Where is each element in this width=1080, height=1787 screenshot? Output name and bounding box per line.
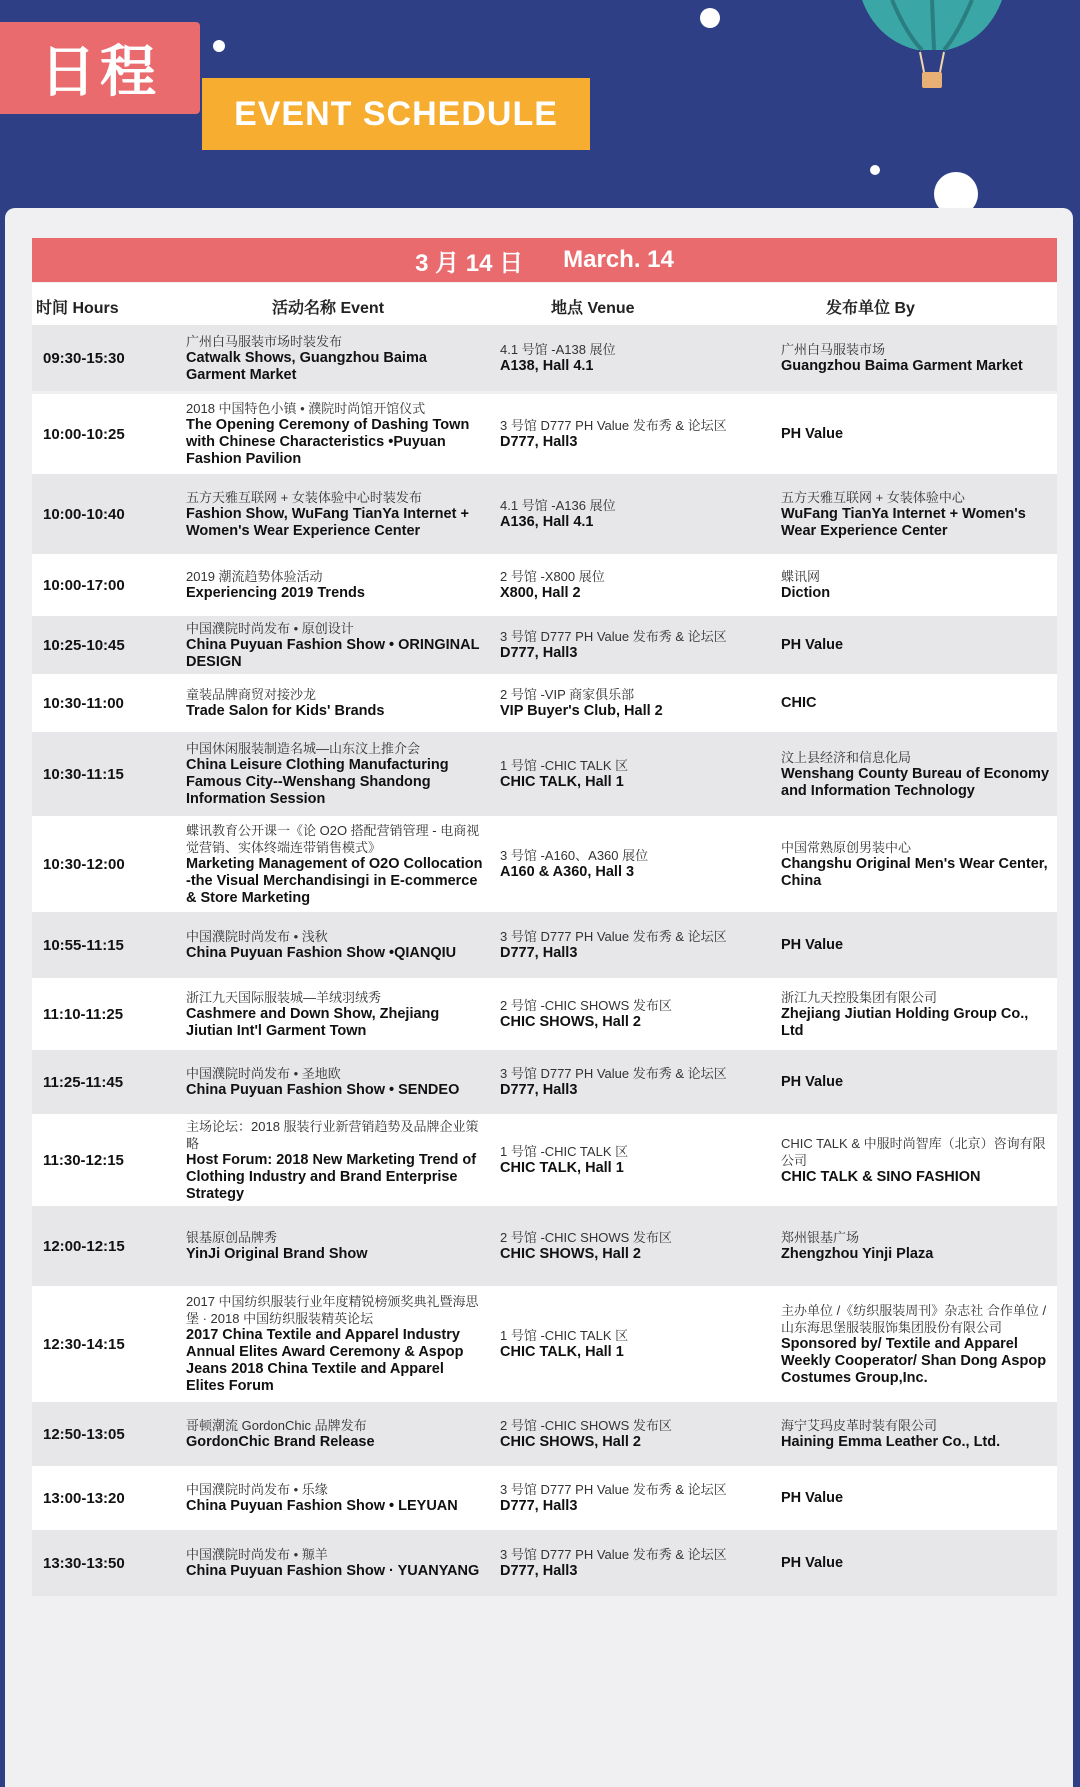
- organizer-en: PH Value: [781, 636, 844, 653]
- event-cell: [186, 1206, 486, 1286]
- event-name-cn: 中国濮院时尚发布 • 乐缘: [186, 1482, 328, 1497]
- time-cell: [43, 674, 193, 732]
- decor-dot: [870, 165, 880, 175]
- time-cell: [43, 1530, 193, 1596]
- venue-en: D777, Hall3: [500, 1563, 578, 1579]
- organizer-cell: [781, 1466, 1051, 1530]
- organizer-en: WuFang TianYa Internet + Women's Wear Experience Center: [781, 505, 1026, 539]
- event-name-cn: 主场论坛：2018 服装行业新营销趋势及品牌企业策略: [186, 1118, 479, 1151]
- table-row: [32, 816, 1057, 912]
- organizer-cn: 主办单位 /《纺织服装周刊》杂志社 合作单位 / 山东海思堡服装服饰集团股份有限公司: [781, 1302, 1047, 1335]
- column-header-by: 发布单位 By: [826, 300, 915, 317]
- venue-cn: 3 号馆 D777 PH Value 发布秀 & 论坛区: [500, 929, 727, 944]
- organizer-cell: [781, 554, 1051, 616]
- event-cell: [186, 1402, 486, 1466]
- table-row: [32, 554, 1057, 616]
- venue-cell: [500, 978, 790, 1050]
- event-cell: [186, 325, 486, 391]
- event-name-en: China Puyuan Fashion Show • SENDEO: [186, 1082, 460, 1098]
- organizer-en: PH Value: [781, 936, 844, 953]
- event-name-cn: 银基原创品牌秀: [186, 1230, 278, 1245]
- event-name-cn: 2017 中国纺织服装行业年度精锐榜颁奖典礼暨海思堡 · 2018 中国纺织服装精英论坛: [186, 1294, 479, 1326]
- table-row: [32, 1050, 1057, 1114]
- table-row: [32, 1402, 1057, 1466]
- venue-en: D777, Hall3: [500, 1082, 578, 1098]
- time-text: 11:25-11:45: [43, 1073, 124, 1091]
- venue-cn: 3 号馆 D777 PH Value 发布秀 & 论坛区: [500, 1482, 727, 1497]
- organizer-cn: 汶上县经济和信息化局: [781, 749, 912, 765]
- venue-cell: [500, 1114, 790, 1206]
- venue-en: CHIC SHOWS, Hall 2: [500, 1434, 641, 1450]
- event-name-cn: 浙江九天国际服装城—羊绒羽绒秀: [186, 989, 382, 1005]
- date-english: March. 14: [563, 246, 674, 273]
- organizer-en: Zhengzhou Yinji Plaza: [781, 1246, 934, 1262]
- time-text: 13:00-13:20: [43, 1489, 125, 1507]
- organizer-cn: 蝶讯网: [781, 569, 821, 584]
- event-cell: [186, 1466, 486, 1530]
- event-name-cn: 五方天雅互联网 + 女装体验中心时装发布: [186, 489, 422, 505]
- organizer-cell: [781, 1530, 1051, 1596]
- event-name-en: Marketing Management of O2O Collocation -the Visual Merchandisingi in E-commerce & Store Marketing: [186, 855, 483, 906]
- venue-en: VIP Buyer's Club, Hall 2: [500, 703, 663, 719]
- organizer-en: Diction: [781, 585, 831, 601]
- event-cell: [186, 912, 486, 978]
- event-name-en: China Leisure Clothing Manufacturing Famous City--Wenshang Shandong Information Session: [186, 757, 449, 807]
- event-name-en: The Opening Ceremony of Dashing Town with Chinese Characteristics •Puyuan Fashion Pavilion: [186, 417, 470, 467]
- event-cell: [186, 1286, 486, 1402]
- event-name-cn: 中国濮院时尚发布 • 羱羊: [186, 1547, 328, 1562]
- time-cell: [43, 394, 193, 474]
- table-row: [32, 912, 1057, 978]
- event-cell: [186, 394, 486, 474]
- organizer-cell: [781, 394, 1051, 474]
- time-cell: [43, 978, 193, 1050]
- column-header-venue: 地点 Venue: [551, 300, 635, 317]
- organizer-cell: [781, 325, 1051, 391]
- event-name-en: Fashion Show, WuFang TianYa Internet + Women's Wear Experience Center: [186, 505, 469, 539]
- venue-cell: [500, 1530, 790, 1596]
- organizer-cell: [781, 1114, 1051, 1206]
- venue-en: CHIC SHOWS, Hall 2: [500, 1014, 641, 1030]
- event-name-en: 2017 China Textile and Apparel Industry Annual Elites Award Ceremony & Aspop Jeans 2018 China Textile and Apparel Elites Forum: [186, 1327, 464, 1394]
- organizer-cell: [781, 1286, 1051, 1402]
- organizer-cn: 中国常熟原创男装中心: [781, 839, 912, 855]
- event-cell: [186, 1530, 486, 1596]
- time-text: 12:00-12:15: [43, 1237, 125, 1255]
- date-bar: [32, 238, 1057, 282]
- organizer-en: Guangzhou Baima Garment Market: [781, 358, 1023, 374]
- event-name-cn: 中国濮院时尚发布 • 原创设计: [186, 620, 354, 636]
- time-cell: [43, 1050, 193, 1114]
- organizer-cn: 海宁艾玛皮革时装有限公司: [781, 1418, 938, 1433]
- venue-en: A138, Hall 4.1: [500, 358, 594, 374]
- time-cell: [43, 1286, 193, 1402]
- venue-cn: 3 号馆 D777 PH Value 发布秀 & 论坛区: [500, 629, 727, 644]
- event-name-en: China Puyuan Fashion Show · YUANYANG: [186, 1563, 480, 1579]
- venue-en: D777, Hall3: [500, 434, 578, 450]
- venue-cell: [500, 1402, 790, 1466]
- event-cell: [186, 674, 486, 732]
- venue-cn: 4.1 号馆 -A138 展位: [500, 342, 616, 357]
- time-text: 09:30-15:30: [43, 349, 125, 367]
- date-chinese: 3 月 14 日: [415, 249, 524, 277]
- time-cell: [43, 474, 193, 554]
- venue-cell: [500, 616, 790, 674]
- time-cell: [43, 1114, 193, 1206]
- venue-cn: 3 号馆 D777 PH Value 发布秀 & 论坛区: [500, 1547, 727, 1562]
- venue-en: CHIC SHOWS, Hall 2: [500, 1246, 641, 1262]
- venue-cell: [500, 1206, 790, 1286]
- venue-cn: 1 号馆 -CHIC TALK 区: [500, 1328, 629, 1343]
- venue-cell: [500, 1466, 790, 1530]
- event-cell: [186, 1050, 486, 1114]
- venue-en: D777, Hall3: [500, 645, 578, 661]
- decor-dot: [700, 8, 720, 28]
- table-row: [32, 325, 1057, 391]
- time-text: 11:10-11:25: [43, 1005, 124, 1023]
- venue-cell: [500, 325, 790, 391]
- column-header-event: 活动名称 Event: [272, 300, 385, 317]
- event-name-cn: 2019 潮流趋势体验活动: [186, 569, 323, 584]
- venue-cn: 1 号馆 -CHIC TALK 区: [500, 758, 629, 773]
- venue-en: D777, Hall3: [500, 945, 578, 961]
- organizer-en: CHIC: [781, 694, 817, 711]
- organizer-cell: [781, 978, 1051, 1050]
- event-name-cn: 童装品牌商贸对接沙龙: [186, 687, 317, 702]
- venue-cell: [500, 1050, 790, 1114]
- organizer-cn: 浙江九天控股集团有限公司: [781, 989, 938, 1005]
- organizer-en: Zhejiang Jiutian Holding Group Co., Ltd: [781, 1005, 1029, 1039]
- hot-air-balloon-icon: [862, 0, 1012, 110]
- organizer-en: PH Value: [781, 425, 844, 442]
- time-cell: [43, 616, 193, 674]
- table-row: [32, 474, 1057, 554]
- organizer-cn: 郑州银基广场: [781, 1230, 860, 1245]
- table-row: [32, 394, 1057, 474]
- organizer-en: CHIC TALK & SINO FASHION: [781, 1168, 981, 1185]
- time-cell: [43, 1466, 193, 1530]
- event-cell: [186, 732, 486, 816]
- title-chinese: 日程: [0, 22, 200, 114]
- event-name-en: Cashmere and Down Show, Zhejiang Jiutian Int'l Garment Town: [186, 1005, 440, 1039]
- venue-cn: 2 号馆 -CHIC SHOWS 发布区: [500, 1230, 672, 1245]
- venue-cn: 3 号馆 -A160、A360 展位: [500, 848, 649, 863]
- venue-en: CHIC TALK, Hall 1: [500, 1344, 624, 1360]
- event-name-en: China Puyuan Fashion Show • ORINGINAL DESIGN: [186, 636, 480, 670]
- organizer-en: Wenshang County Bureau of Economy and Information Technology: [781, 765, 1050, 799]
- table-row: [32, 674, 1057, 732]
- venue-cn: 4.1 号馆 -A136 展位: [500, 498, 616, 513]
- venue-en: A160 & A360, Hall 3: [500, 864, 635, 880]
- event-cell: [186, 474, 486, 554]
- organizer-cell: [781, 1402, 1051, 1466]
- event-name-cn: 中国濮院时尚发布 • 圣地欧: [186, 1066, 341, 1081]
- event-name-en: GordonChic Brand Release: [186, 1434, 375, 1450]
- event-name-cn: 哥顿潮流 GordonChic 品牌发布: [186, 1418, 367, 1433]
- organizer-en: PH Value: [781, 1489, 844, 1506]
- organizer-cell: [781, 816, 1051, 912]
- table-row: [32, 1206, 1057, 1286]
- event-name-en: YinJi Original Brand Show: [186, 1246, 368, 1262]
- time-text: 10:30-11:15: [43, 765, 124, 783]
- time-cell: [43, 1206, 193, 1286]
- time-text: 10:00-17:00: [43, 576, 125, 594]
- event-name-cn: 2018 中国特色小镇 • 濮院时尚馆开馆仪式: [186, 401, 426, 416]
- table-row: [32, 1530, 1057, 1596]
- title-english: EVENT SCHEDULE: [202, 78, 590, 150]
- event-name-en: Experiencing 2019 Trends: [186, 585, 365, 601]
- decor-dot: [213, 40, 225, 52]
- organizer-cell: [781, 674, 1051, 732]
- venue-cn: 2 号馆 -VIP 商家俱乐部: [500, 687, 635, 702]
- table-row: [32, 978, 1057, 1050]
- event-name-cn: 广州白马服装市场时装发布: [186, 333, 343, 349]
- venue-cell: [500, 816, 790, 912]
- event-name-en: Host Forum: 2018 New Marketing Trend of Clothing Industry and Brand Enterprise Strategy: [186, 1151, 477, 1202]
- time-text: 10:30-11:00: [43, 694, 124, 712]
- event-name-cn: 蝶讯教育公开课一《论 O2O 搭配营销管理 - 电商视觉营销、实体终端连带销售模式》: [186, 822, 480, 855]
- time-cell: [43, 816, 193, 912]
- venue-en: CHIC TALK, Hall 1: [500, 774, 624, 790]
- time-text: 13:30-13:50: [43, 1554, 125, 1572]
- event-name-en: Trade Salon for Kids' Brands: [186, 703, 385, 719]
- event-name-en: China Puyuan Fashion Show •QIANQIU: [186, 945, 457, 961]
- organizer-en: PH Value: [781, 1073, 844, 1090]
- table-row: [32, 732, 1057, 816]
- event-name-en: Catwalk Shows, Guangzhou Baima Garment Market: [186, 349, 427, 383]
- schedule-panel: [5, 208, 1073, 1787]
- venue-en: A136, Hall 4.1: [500, 514, 594, 530]
- time-cell: [43, 554, 193, 616]
- event-name-en: China Puyuan Fashion Show • LEYUAN: [186, 1498, 458, 1514]
- organizer-cell: [781, 912, 1051, 978]
- time-text: 10:00-10:25: [43, 425, 125, 443]
- organizer-cell: [781, 616, 1051, 674]
- venue-cell: [500, 474, 790, 554]
- time-cell: [43, 732, 193, 816]
- venue-cn: 1 号馆 -CHIC TALK 区: [500, 1144, 629, 1159]
- time-cell: [43, 1402, 193, 1466]
- venue-cn: 3 号馆 D777 PH Value 发布秀 & 论坛区: [500, 418, 727, 433]
- time-text: 10:55-11:15: [43, 936, 124, 954]
- venue-cn: 2 号馆 -CHIC SHOWS 发布区: [500, 1418, 672, 1433]
- venue-cell: [500, 912, 790, 978]
- table-row: [32, 616, 1057, 674]
- venue-cn: 3 号馆 D777 PH Value 发布秀 & 论坛区: [500, 1066, 727, 1081]
- time-text: 12:30-14:15: [43, 1335, 125, 1353]
- organizer-cn: 广州白马服装市场: [781, 342, 886, 357]
- venue-cn: 2 号馆 -X800 展位: [500, 569, 605, 584]
- time-cell: [43, 325, 193, 391]
- organizer-cell: [781, 732, 1051, 816]
- venue-cn: 2 号馆 -CHIC SHOWS 发布区: [500, 998, 672, 1013]
- time-text: 12:50-13:05: [43, 1425, 125, 1443]
- event-cell: [186, 616, 486, 674]
- venue-en: D777, Hall3: [500, 1498, 578, 1514]
- organizer-en: Sponsored by/ Textile and Apparel Weekly Cooperator/ Shan Dong Aspop Costumes Group,Inc.: [781, 1335, 1047, 1386]
- time-cell: [43, 912, 193, 978]
- event-cell: [186, 978, 486, 1050]
- table-row: [32, 1286, 1057, 1402]
- organizer-cell: [781, 1050, 1051, 1114]
- venue-cell: [500, 732, 790, 816]
- time-text: 10:25-10:45: [43, 636, 125, 654]
- event-name-cn: 中国濮院时尚发布 • 浅秋: [186, 929, 328, 944]
- event-cell: [186, 816, 486, 912]
- column-header-row: [32, 283, 1057, 325]
- table-row: [32, 1114, 1057, 1206]
- organizer-cn: CHIC TALK & 中服时尚智库（北京）咨询有限公司: [781, 1135, 1046, 1168]
- event-cell: [186, 1114, 486, 1206]
- event-cell: [186, 554, 486, 616]
- time-text: 10:30-12:00: [43, 855, 125, 873]
- organizer-cell: [781, 1206, 1051, 1286]
- organizer-en: Changshu Original Men's Wear Center, China: [781, 855, 1048, 889]
- organizer-cn: 五方天雅互联网 + 女装体验中心: [781, 489, 965, 505]
- venue-cell: [500, 674, 790, 732]
- time-text: 11:30-12:15: [43, 1151, 124, 1169]
- table-row: [32, 1466, 1057, 1530]
- venue-cell: [500, 394, 790, 474]
- venue-en: X800, Hall 2: [500, 585, 581, 601]
- venue-en: CHIC TALK, Hall 1: [500, 1160, 624, 1176]
- header: [0, 0, 1080, 210]
- venue-cell: [500, 554, 790, 616]
- organizer-en: Haining Emma Leather Co., Ltd.: [781, 1434, 1001, 1450]
- venue-cell: [500, 1286, 790, 1402]
- organizer-en: PH Value: [781, 1554, 844, 1571]
- column-header-time: 时间 Hours: [36, 300, 119, 317]
- event-name-cn: 中国休闲服装制造名城—山东汶上推介会: [186, 741, 421, 756]
- time-text: 10:00-10:40: [43, 505, 125, 523]
- organizer-cell: [781, 474, 1051, 554]
